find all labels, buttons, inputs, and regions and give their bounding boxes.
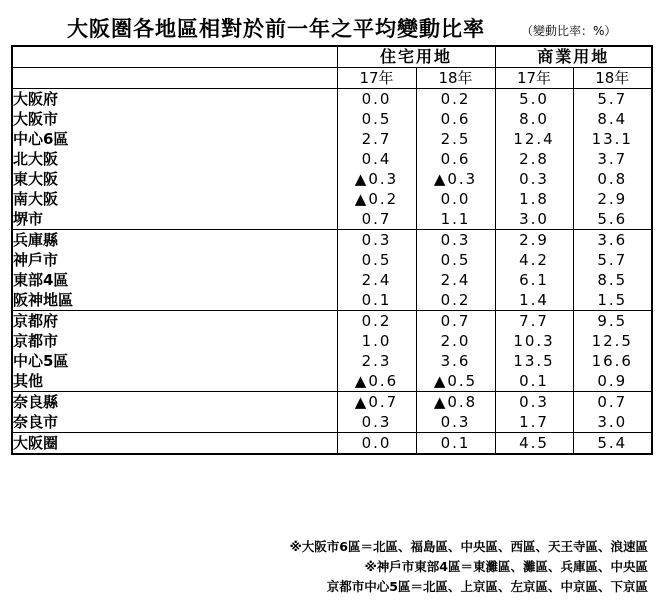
value-cell: 8.5: [573, 270, 652, 290]
table-row: [12, 250, 652, 270]
value-cell: 0.3: [495, 392, 573, 413]
value-cell: 2.5: [416, 129, 495, 149]
value-cell: 0.3: [337, 230, 416, 251]
header-row-groups: [12, 46, 652, 68]
value-cell: 9.5: [573, 311, 652, 332]
region-name: 中心6區: [12, 129, 337, 149]
value-cell: ▲0.7: [337, 392, 416, 413]
value-cell: 5.7: [573, 250, 652, 270]
region-name: 京都市: [12, 331, 337, 351]
region-name: 神戶市: [12, 250, 337, 270]
title-row: [0, 0, 666, 44]
value-cell: 1.1: [416, 209, 495, 230]
footnote: ※神戶市東部4區＝東灘區、灘區、兵庫區、中央區: [364, 559, 648, 574]
region-name: 北大阪: [12, 149, 337, 169]
value-cell: 0.1: [337, 290, 416, 311]
region-name: 東部4區: [12, 270, 337, 290]
value-cell: 0.6: [416, 109, 495, 129]
value-cell: 0.1: [416, 433, 495, 455]
region-name: 大阪府: [12, 89, 337, 110]
table-row: [12, 149, 652, 169]
region-name: 京都府: [12, 311, 337, 332]
value-cell: 0.0: [416, 189, 495, 209]
value-cell: ▲0.2: [337, 189, 416, 209]
value-cell: 5.0: [495, 89, 573, 110]
value-cell: 5.4: [573, 433, 652, 455]
table-body: [12, 46, 652, 454]
value-cell: 4.5: [495, 433, 573, 455]
value-cell: 0.5: [416, 250, 495, 270]
value-cell: 0.2: [337, 311, 416, 332]
value-cell: ▲0.6: [337, 371, 416, 392]
value-cell: ▲0.3: [416, 169, 495, 189]
header-corner-2: [12, 68, 337, 89]
value-cell: 8.0: [495, 109, 573, 129]
header-year: 18年: [573, 68, 652, 89]
value-cell: 8.4: [573, 109, 652, 129]
value-cell: 0.7: [416, 311, 495, 332]
table-row: [12, 351, 652, 371]
footnotes: [8, 537, 648, 597]
value-cell: 12.4: [495, 129, 573, 149]
value-cell: 0.3: [416, 230, 495, 251]
region-name: 其他: [12, 371, 337, 392]
table-row: [12, 89, 652, 110]
region-name: 堺市: [12, 209, 337, 230]
value-cell: ▲0.8: [416, 392, 495, 413]
value-cell: 0.2: [416, 89, 495, 110]
value-cell: 4.2: [495, 250, 573, 270]
value-cell: 1.0: [337, 331, 416, 351]
region-name: 中心5區: [12, 351, 337, 371]
table-row: [12, 392, 652, 413]
value-cell: 2.3: [337, 351, 416, 371]
value-cell: 0.5: [337, 109, 416, 129]
value-cell: 2.9: [573, 189, 652, 209]
value-cell: 0.4: [337, 149, 416, 169]
value-cell: 3.6: [416, 351, 495, 371]
header-year: 17年: [495, 68, 573, 89]
table-row: [12, 433, 652, 455]
header-year: 18年: [416, 68, 495, 89]
data-table: [11, 45, 653, 455]
region-name: 大阪市: [12, 109, 337, 129]
value-cell: 0.1: [495, 371, 573, 392]
table-row: [12, 169, 652, 189]
footnote: 京都市中心5區＝北區、上京區、左京區、中京區、下京區: [326, 579, 648, 594]
value-cell: 2.4: [416, 270, 495, 290]
table-row: [12, 331, 652, 351]
value-cell: 1.8: [495, 189, 573, 209]
value-cell: 2.4: [337, 270, 416, 290]
table-row: [12, 129, 652, 149]
value-cell: 2.0: [416, 331, 495, 351]
value-cell: 5.6: [573, 209, 652, 230]
footnote: ※大阪市6區＝北區、福島區、中央區、西區、天王寺區、浪速區: [289, 539, 648, 554]
region-name: 奈良市: [12, 412, 337, 433]
table-row: [12, 412, 652, 433]
table-row: [12, 371, 652, 392]
table-row: [12, 230, 652, 251]
value-cell: 0.2: [416, 290, 495, 311]
value-cell: 3.6: [573, 230, 652, 251]
value-cell: 2.9: [495, 230, 573, 251]
region-name: 奈良縣: [12, 392, 337, 413]
value-cell: 0.6: [416, 149, 495, 169]
value-cell: 1.5: [573, 290, 652, 311]
page-title: 大阪圏各地區相對於前一年之平均變動比率: [67, 17, 485, 41]
value-cell: 13.1: [573, 129, 652, 149]
value-cell: 0.3: [495, 169, 573, 189]
header-commercial: 商業用地: [495, 46, 652, 68]
region-name: 東大阪: [12, 169, 337, 189]
value-cell: 0.0: [337, 89, 416, 110]
header-year: 17年: [337, 68, 416, 89]
value-cell: 0.7: [573, 392, 652, 413]
value-cell: 7.7: [495, 311, 573, 332]
region-name: 大阪圈: [12, 433, 337, 455]
value-cell: 3.7: [573, 149, 652, 169]
unit-label: （變動比率：%）: [521, 24, 617, 38]
value-cell: ▲0.5: [416, 371, 495, 392]
value-cell: 10.3: [495, 331, 573, 351]
table-row: [12, 209, 652, 230]
value-cell: 3.0: [495, 209, 573, 230]
value-cell: 16.6: [573, 351, 652, 371]
region-name: 阪神地區: [12, 290, 337, 311]
header-corner: [12, 46, 337, 68]
value-cell: 2.7: [337, 129, 416, 149]
value-cell: 12.5: [573, 331, 652, 351]
value-cell: 6.1: [495, 270, 573, 290]
value-cell: 0.8: [573, 169, 652, 189]
table-row: [12, 270, 652, 290]
value-cell: 0.7: [337, 209, 416, 230]
header-row-years: [12, 68, 652, 89]
value-cell: ▲0.3: [337, 169, 416, 189]
table-row: [12, 290, 652, 311]
value-cell: 0.3: [337, 412, 416, 433]
value-cell: 0.3: [416, 412, 495, 433]
value-cell: 2.8: [495, 149, 573, 169]
value-cell: 1.4: [495, 290, 573, 311]
value-cell: 3.0: [573, 412, 652, 433]
value-cell: 0.0: [337, 433, 416, 455]
table-row: [12, 189, 652, 209]
table-row: [12, 311, 652, 332]
value-cell: 0.9: [573, 371, 652, 392]
region-name: 南大阪: [12, 189, 337, 209]
header-residential: 住宅用地: [337, 46, 495, 68]
table-row: [12, 109, 652, 129]
value-cell: 5.7: [573, 89, 652, 110]
value-cell: 0.5: [337, 250, 416, 270]
value-cell: 1.7: [495, 412, 573, 433]
region-name: 兵庫縣: [12, 230, 337, 251]
value-cell: 13.5: [495, 351, 573, 371]
